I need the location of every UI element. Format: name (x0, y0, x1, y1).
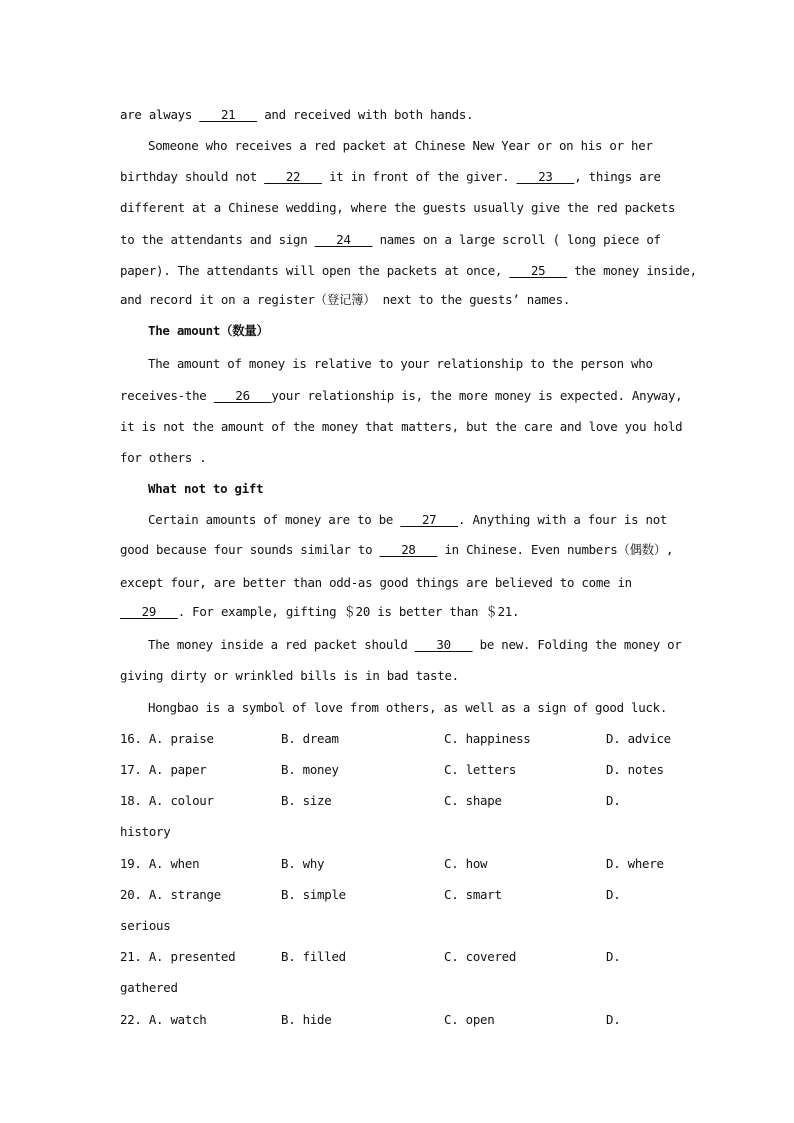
passage-line: giving dirty or wrinkled bills is in bad taste. (120, 668, 459, 683)
question-21-option-b: B. filled (281, 949, 346, 964)
question-19-option-b: B. why (281, 856, 325, 871)
blank-29: ___29___ (120, 604, 178, 619)
passage-line: good because four sounds similar to ___28___ in Chinese. Even numbers（偶数）, (120, 542, 674, 557)
passage-line: it is not the amount of the money that matters, but the care and love you hold (120, 419, 683, 434)
blank-30: ___30___ (414, 637, 473, 652)
passage-line: The money inside a red packet should ___30___ be new. Folding the money or (148, 637, 682, 652)
passage-line: are always ___21___ and received with both hands. (120, 107, 474, 122)
blank-26: ___26___ (213, 388, 272, 403)
question-16-option-b: B. dream (281, 731, 339, 746)
question-21-option-d: D. (606, 949, 621, 964)
blank-25: ___25___ (509, 263, 568, 278)
passage-line: except four, are better than odd-as good things are believed to come in (120, 575, 632, 590)
question-22-option-a: 22. A. watch (120, 1012, 207, 1027)
blank-23: ___23___ (516, 169, 575, 184)
question-20-option-d-text: serious (120, 918, 171, 933)
blank-24: ___24___ (314, 232, 373, 247)
section-heading: The amount（数量） (148, 323, 269, 338)
passage-line: paper). The attendants will open the packets at once, ___25___ the money inside, (120, 263, 697, 278)
question-19-option-d: D. where (606, 856, 664, 871)
passage-line: Hongbao is a symbol of love from others, as well as a sign of good luck. (148, 700, 668, 715)
blank-28: ___28___ (379, 542, 438, 557)
question-16-option-c: C. happiness (444, 731, 531, 746)
question-19-option-c: C. how (444, 856, 488, 871)
blank-22: ___22___ (264, 169, 322, 184)
question-17-option-b: B. money (281, 762, 339, 777)
question-18-option-c: C. shape (444, 793, 502, 808)
question-18-option-b: B. size (281, 793, 332, 808)
blank-27: ___27___ (400, 512, 459, 527)
passage-line: to the attendants and sign ___24___ names on a large scroll ( long piece of (120, 232, 661, 247)
question-18-option-d-text: history (120, 824, 171, 839)
question-16-option-d: D. advice (606, 731, 671, 746)
section-heading: What not to gift (148, 481, 264, 496)
question-20-option-a: 20. A. strange (120, 887, 221, 902)
question-18-option-a: 18. A. colour (120, 793, 214, 808)
question-21-option-a: 21. A. presented (120, 949, 236, 964)
question-16-option-a: 16. A. praise (120, 731, 214, 746)
question-22-option-b: B. hide (281, 1012, 332, 1027)
question-20-option-b: B. simple (281, 887, 346, 902)
passage-line: birthday should not ___22___ it in front of the giver. ___23___, things are (120, 169, 661, 184)
passage-line: Certain amounts of money are to be ___27___. Anything with a four is not (148, 512, 668, 527)
question-22-option-d: D. (606, 1012, 621, 1027)
question-17-option-d: D. notes (606, 762, 664, 777)
question-21-option-d-text: gathered (120, 980, 178, 995)
passage-line: and record it on a register（登记簿） next to the guests’ names. (120, 292, 571, 307)
passage-line: Someone who receives a red packet at Chinese New Year or on his or her (148, 138, 653, 153)
passage-line: receives-the ___26___your relationship is, the more money is expected. Anyway, (120, 388, 683, 403)
passage-line: for others . (120, 450, 207, 465)
passage-line: different at a Chinese wedding, where the guests usually give the red packets (120, 200, 676, 215)
question-21-option-c: C. covered (444, 949, 517, 964)
question-17-option-a: 17. A. paper (120, 762, 207, 777)
question-20-option-c: C. smart (444, 887, 502, 902)
question-20-option-d: D. (606, 887, 621, 902)
passage-line: The amount of money is relative to your relationship to the person who (148, 356, 653, 371)
question-19-option-a: 19. A. when (120, 856, 200, 871)
question-22-option-c: C. open (444, 1012, 495, 1027)
blank-21: ___21___ (199, 107, 257, 122)
question-17-option-c: C. letters (444, 762, 517, 777)
question-18-option-d: D. (606, 793, 621, 808)
passage-line: ___29___. For example, gifting ＄20 is better than ＄21. (120, 604, 520, 619)
